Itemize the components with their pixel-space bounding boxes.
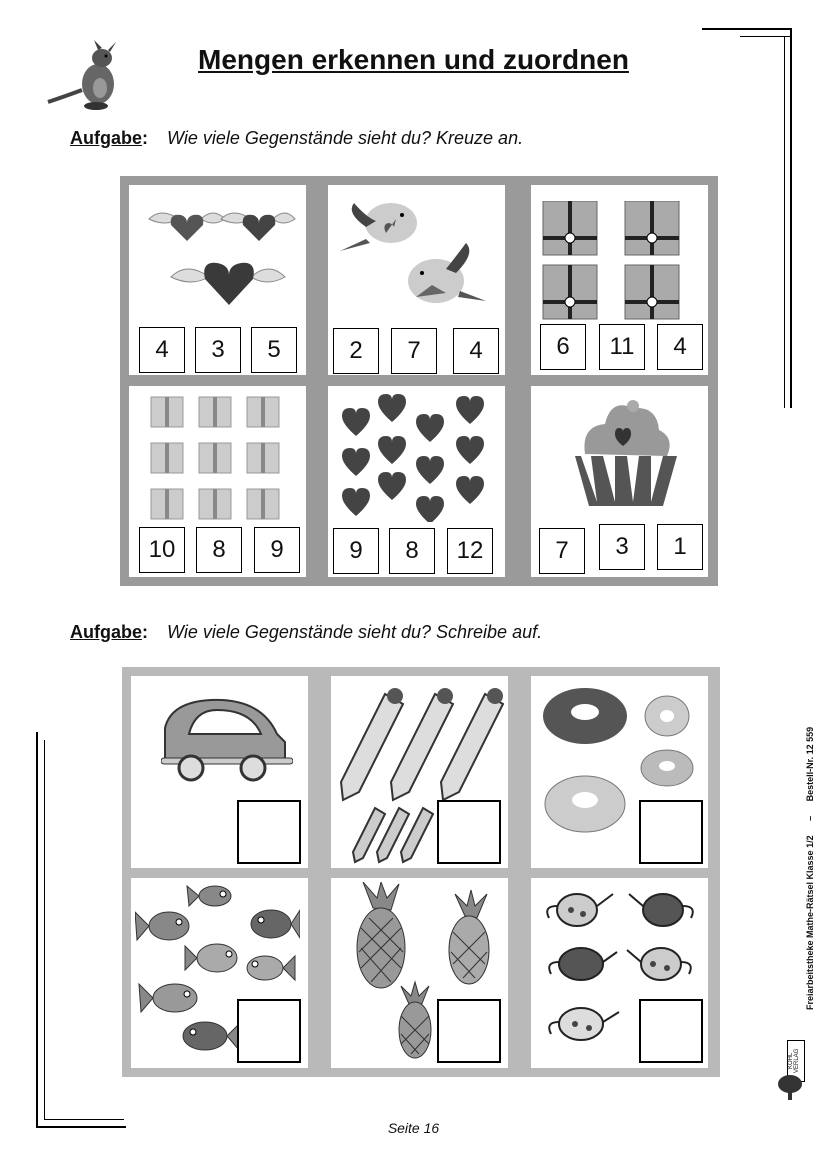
task-1-label: Aufgabe: [70, 128, 142, 148]
option-box[interactable]: 5: [251, 327, 297, 373]
option-box[interactable]: 4: [139, 327, 185, 373]
answer-box-teapots[interactable]: [639, 999, 703, 1063]
answer-box-pineapples[interactable]: [437, 999, 501, 1063]
cell-pineapples: [331, 878, 508, 1068]
winged-hearts-icon: [141, 197, 296, 307]
grid-count-write: [122, 667, 720, 1077]
option-box[interactable]: 12: [447, 528, 493, 574]
cell-hearts-with-wings: [129, 185, 306, 375]
option-box[interactable]: 6: [540, 324, 586, 370]
cell-fish: [131, 878, 308, 1068]
answer-box-pencils[interactable]: [437, 800, 501, 864]
answer-box-fish[interactable]: [237, 999, 301, 1063]
option-box[interactable]: 7: [539, 528, 585, 574]
car-icon: [161, 698, 293, 782]
cell-pencils: [331, 676, 508, 868]
option-box[interactable]: 9: [254, 527, 300, 573]
option-box[interactable]: 3: [195, 327, 241, 373]
task-1: Aufgabe: Wie viele Gegenstände sieht du? Kreuze an.: [70, 128, 524, 148]
grid-count-cross: [120, 176, 718, 586]
cupcake-icon: [571, 394, 681, 506]
cell-teapots: [531, 878, 708, 1068]
publisher-logo: KOHL VERLAG: [787, 1040, 805, 1082]
small-gifts-icon: [147, 391, 292, 521]
cell-hearts: [328, 386, 505, 577]
option-box[interactable]: 8: [196, 527, 242, 573]
option-box[interactable]: 1: [657, 524, 703, 570]
task-2-label: Aufgabe: [70, 622, 142, 642]
frame-line-bottom-left-v2: [44, 740, 45, 1120]
gift-boxes-icon: [541, 201, 701, 321]
hearts-icon: [338, 392, 498, 522]
cell-gifts: [531, 185, 708, 375]
birds-icon: [336, 193, 496, 318]
task-2: Aufgabe: Wie viele Gegenstände sieht du? Schreibe auf.: [70, 622, 543, 642]
frame-line-top-right-h: [702, 28, 792, 30]
answer-box-car[interactable]: [237, 800, 301, 864]
option-box[interactable]: 4: [657, 324, 703, 370]
option-box[interactable]: 7: [391, 328, 437, 374]
side-dash: –: [805, 815, 815, 821]
option-box[interactable]: 11: [599, 324, 645, 370]
frame-line-top-right-v: [790, 28, 792, 408]
side-publisher-info: [805, 715, 815, 1010]
frame-line-bottom-left-v: [36, 732, 38, 1128]
option-box[interactable]: 3: [599, 524, 645, 570]
tree-icon: [776, 1074, 806, 1102]
cell-donuts: [531, 676, 708, 868]
page-title: Mengen erkennen und zuordnen: [198, 44, 629, 75]
option-box[interactable]: 9: [333, 528, 379, 574]
option-box[interactable]: 4: [453, 328, 499, 374]
option-box[interactable]: 2: [333, 328, 379, 374]
cell-birds: [328, 185, 505, 375]
page-number: Seite 16: [387, 1120, 440, 1136]
cell-car: [131, 676, 308, 868]
cell-cupcake: [531, 386, 708, 577]
option-box[interactable]: 8: [389, 528, 435, 574]
side-title: Freiarbeitstheke Mathe-Rätsel Klasse 1/2: [805, 835, 815, 1010]
option-box[interactable]: 10: [139, 527, 185, 573]
answer-box-donuts[interactable]: [639, 800, 703, 864]
task-2-text: Wie viele Gegenstände sieht du? Schreibe auf.: [167, 622, 543, 642]
task-1-text: Wie viele Gegenstände sieht du? Kreuze an.: [167, 128, 524, 148]
frame-line-top-right-v2: [784, 36, 785, 408]
cell-small-gifts: [129, 386, 306, 577]
side-order-number: Bestell-Nr. 12 559: [805, 726, 815, 802]
